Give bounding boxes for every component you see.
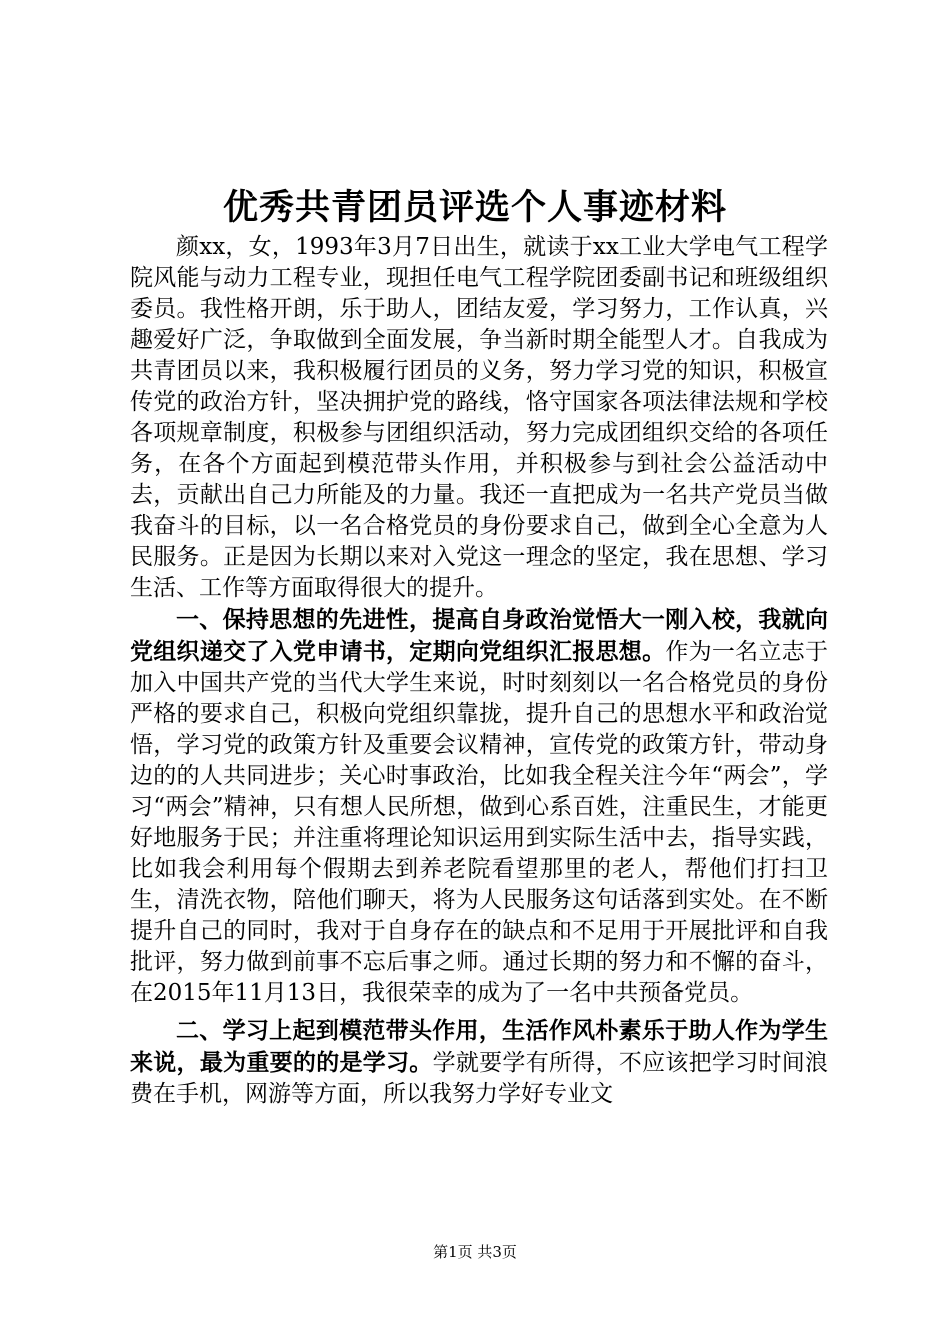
document-body	[130, 231, 828, 1110]
paragraph-section-two	[130, 1015, 828, 1110]
section-one-heading: 一、保持思想的先进性，提高自身政治觉悟大一刚入校，我就向党组织递交了入党申请书，定期向党组织汇报思想。	[130, 606, 828, 665]
section-two-text: 学就要学有所得，不应该把学习时间浪费在手机，网游等方面，所以我努力学好专业文	[130, 1050, 829, 1107]
paragraph-section-one	[130, 604, 828, 1009]
paragraph-intro	[130, 231, 828, 604]
page-number-footer: 第1页 共3页	[433, 1243, 517, 1261]
section-two-heading: 二、学习上起到模范带头作用，生活作风朴素乐于助人作为学生来说，最为重要的的是学习。	[130, 1017, 828, 1076]
document-title: 优秀共青团员评选个人事迹材料	[222, 187, 727, 228]
paragraph-intro-text: 颜xx，女，1993年3月7日出生，就读于xx工业大学电气工程学院风能与动力工程专业，现担任电气工程学院团委副书记和班级组织委员。我性格开朗，乐于助人，团结友爱，学习努力，工作认真，兴趣爱好广泛，争取做到全面发展，争当新时期全能型人才。自我成为共青团员以来，我积极履行团员的义务，努力学习党的知识，积极宣传党的政治方针，坚决拥护党的路线，恪守国家各项法律法规和学校各项规章制度，积极参与团组织活动，努力完成团组织交给的各项任务，在各个方面起到模范带头作用，并积极参与到社会公益活动中去，贡献出自己力所能及的力量。我还一直把成为一名共产党员当做我奋斗的目标，以一名合格党员的身份要求自己，做到全心全意为人民服务。正是因为长期以来对入党这一理念的坚定，我在思想、学习生活、工作等方面取得很大的提升。	[130, 234, 828, 601]
section-one-text: 作为一名立志于加入中国共产党的当代大学生来说，时时刻刻以一名合格党员的身份严格的要求自己，积极向党组织靠拢，提升自己的思想水平和政治觉悟，学习党的政策方针及重要会议精神，宣传党的政策方针，带动身边的的人共同进步；关心时事政治，比如我全程关注今年“两会”，学习“两会”精神，只有想人民所想，做到心系百姓，注重民生，才能更好地服务于民；并注重将理论知识运用到实际生活中去，指导实践，比如我会利用每个假期去到养老院看望那里的老人，帮他们打扫卫生，清洗衣物，陪他们聊天，将为人民服务这句话落到实处。在不断提升自己的同时，我对于自身存在的缺点和不足用于开展批评和自我批评，努力做到前事不忘后事之师。通过长期的努力和不懈的奋斗，在2015年11月13日，我很荣幸的成为了一名中共预备党员。	[130, 639, 829, 1006]
